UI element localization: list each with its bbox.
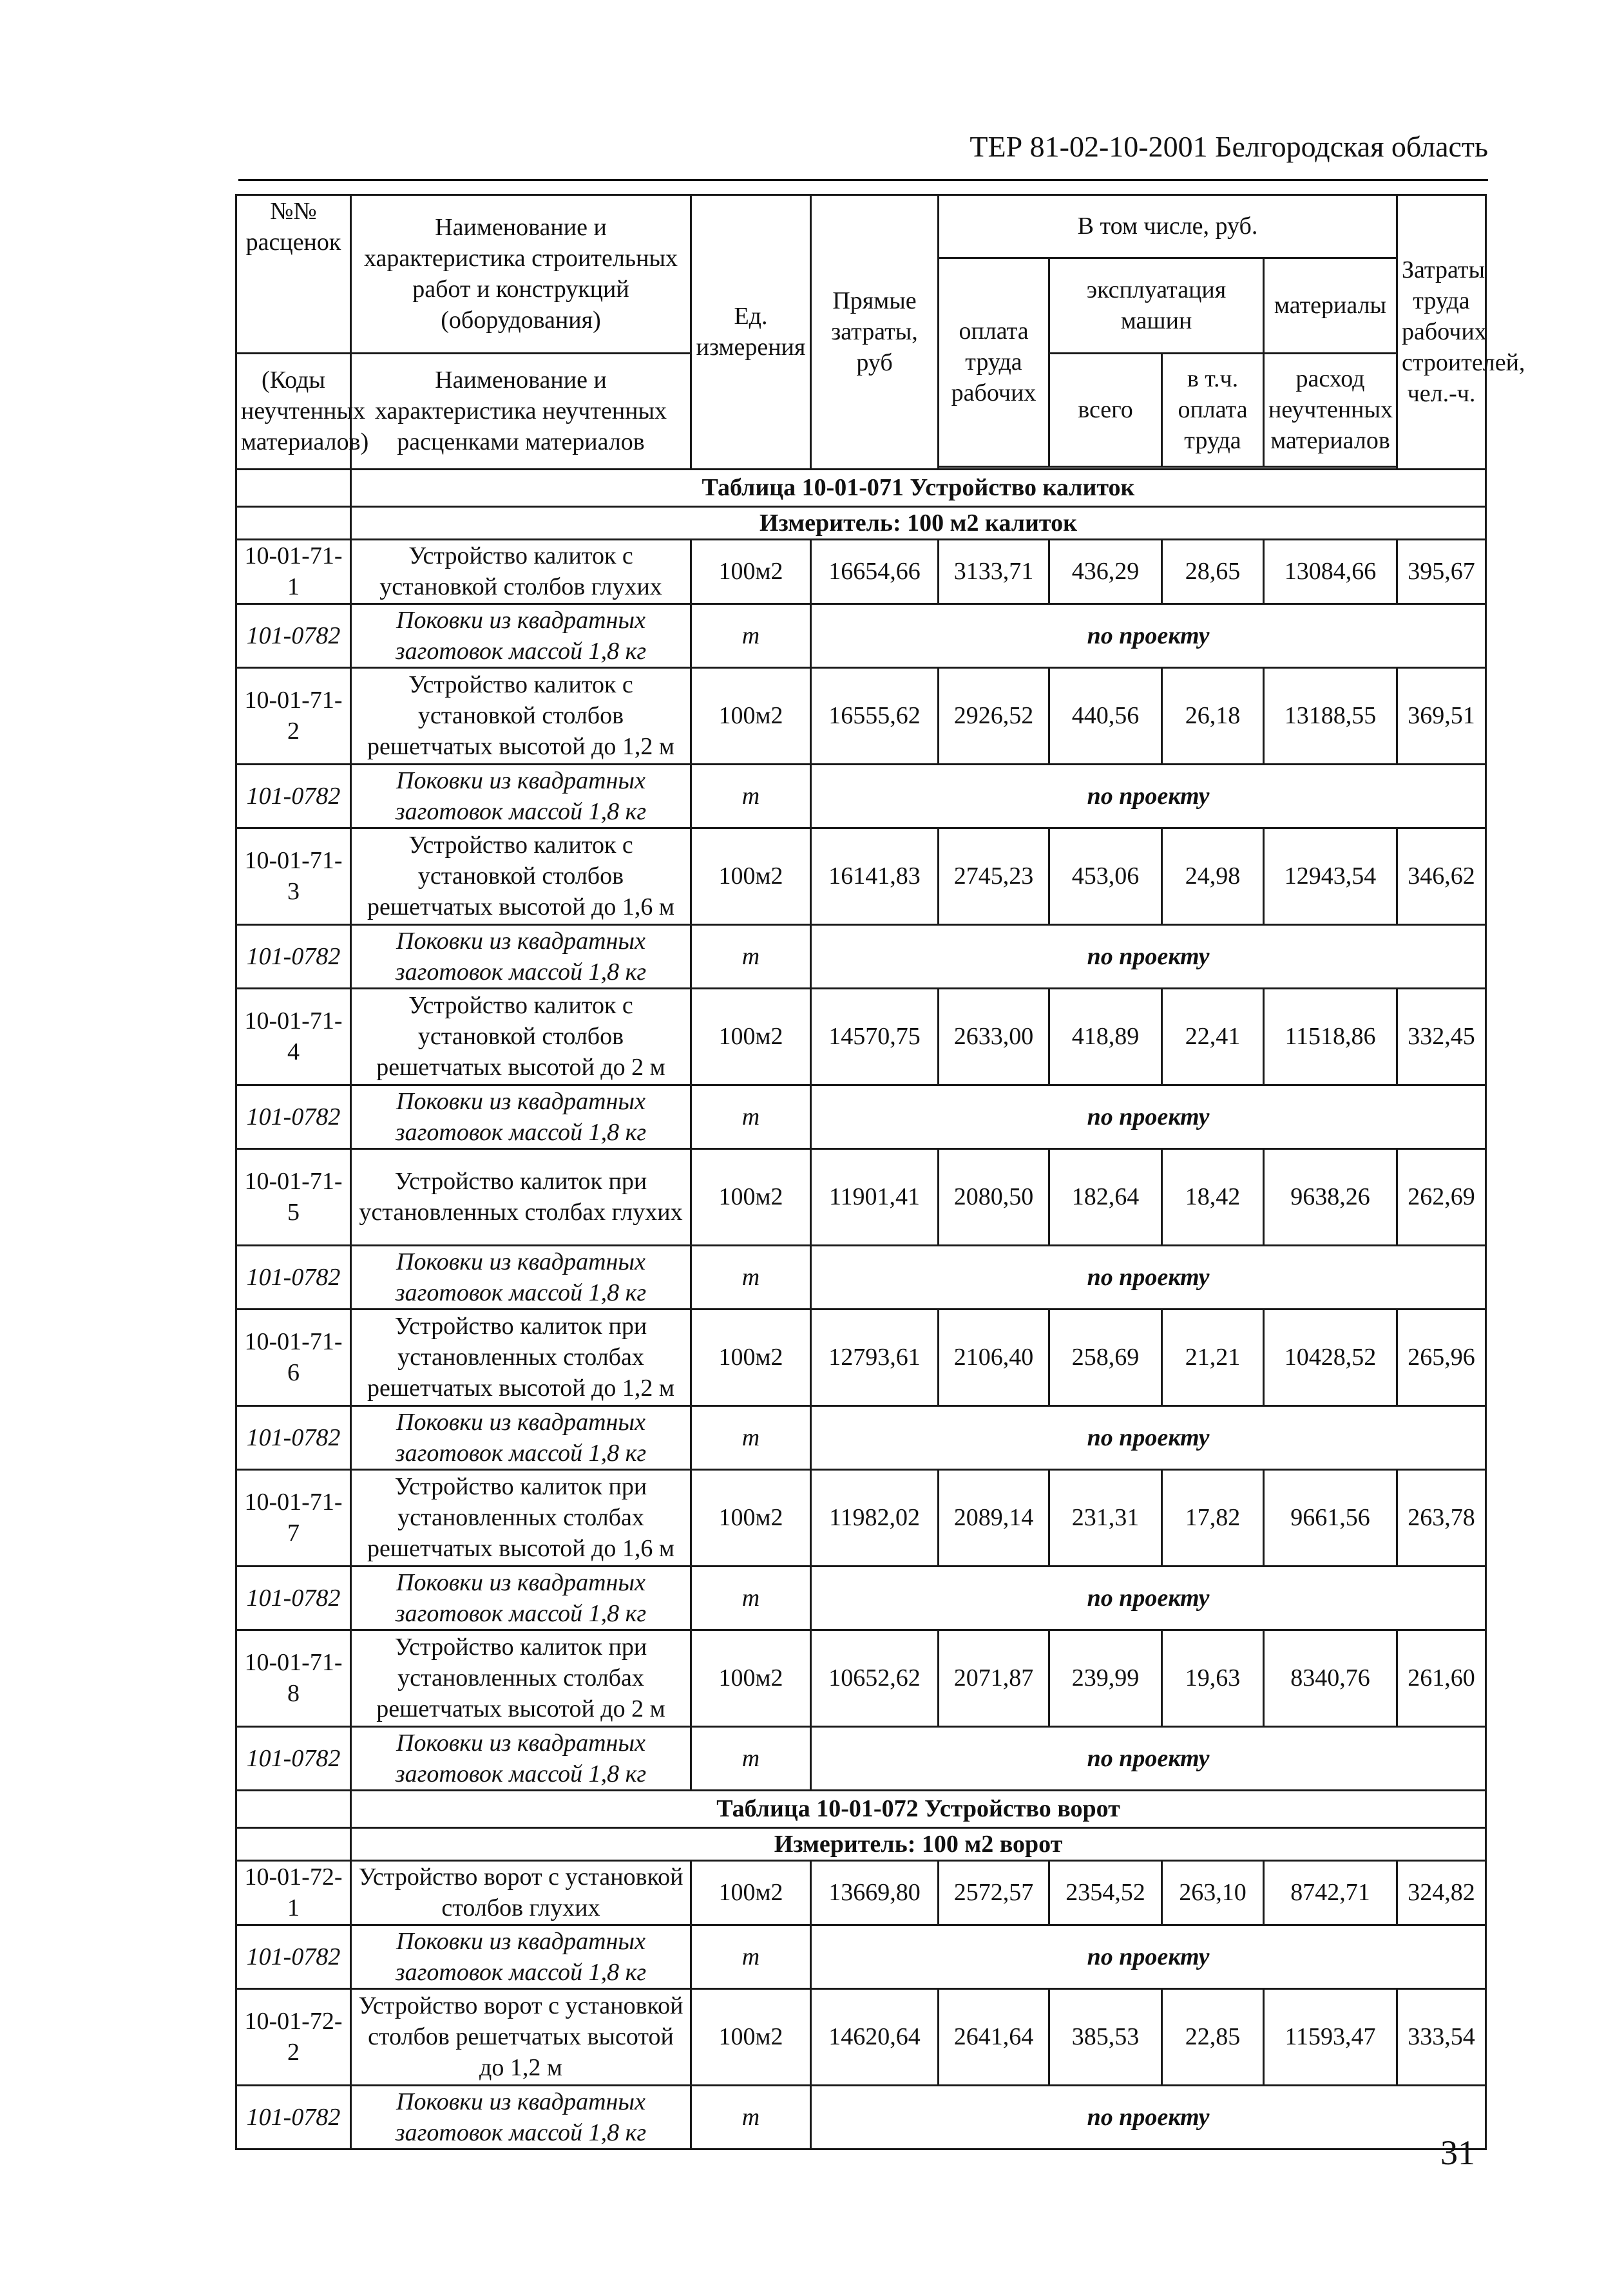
section-meter: Измеритель: 100 м2 ворот bbox=[351, 1827, 1486, 1860]
section-title-spacer bbox=[236, 469, 351, 506]
work-name: Устройство калиток с установкой столбов решетчатых высотой до 2 м bbox=[351, 988, 691, 1085]
material-code: 101-0782 bbox=[236, 1085, 351, 1148]
work-name: Устройство калиток при установленных столбах решетчатых высотой до 1,2 м bbox=[351, 1309, 691, 1405]
direct-cost: 16654,66 bbox=[811, 539, 939, 604]
section-meter-spacer bbox=[236, 506, 351, 539]
labor-pay: 2745,23 bbox=[939, 828, 1049, 924]
material-name: Поковки из квадратных заготовок массой 1,8 кг bbox=[351, 2085, 691, 2149]
labor-pay: 2071,87 bbox=[939, 1630, 1049, 1726]
material-name: Поковки из квадратных заготовок массой 1,8 кг bbox=[351, 924, 691, 988]
material-unit: т bbox=[691, 1925, 811, 1988]
col-header-code: №№ расценок bbox=[236, 195, 351, 258]
material-name: Поковки из квадратных заготовок массой 1,8 кг bbox=[351, 604, 691, 667]
col-header-machines: эксплуатация машин bbox=[1049, 258, 1264, 353]
section-meter: Измеритель: 100 м2 калиток bbox=[351, 506, 1486, 539]
section-meter-row bbox=[236, 1827, 1486, 1860]
materials-cost: 9638,26 bbox=[1264, 1148, 1397, 1245]
material-unit: т bbox=[691, 2085, 811, 2149]
machines-total: 239,99 bbox=[1049, 1630, 1162, 1726]
material-code: 101-0782 bbox=[236, 1245, 351, 1309]
col-header-name2: Наименование и характеристика неучтенных расценками материалов bbox=[351, 353, 691, 469]
material-unit: т bbox=[691, 604, 811, 667]
material-note: по проекту bbox=[811, 1085, 1486, 1148]
rate-code: 10-01-71-7 bbox=[236, 1469, 351, 1566]
material-code: 101-0782 bbox=[236, 1566, 351, 1630]
material-row bbox=[236, 1925, 1486, 1988]
direct-cost: 13669,80 bbox=[811, 1860, 939, 1925]
work-name: Устройство калиток с установкой столбов решетчатых высотой до 1,6 м bbox=[351, 828, 691, 924]
material-row bbox=[236, 1405, 1486, 1469]
work-name: Устройство калиток с установкой столбов глухих bbox=[351, 539, 691, 604]
machines-total: 2354,52 bbox=[1049, 1860, 1162, 1925]
machines-total: 436,29 bbox=[1049, 539, 1162, 604]
direct-cost: 14570,75 bbox=[811, 988, 939, 1085]
material-note: по проекту bbox=[811, 1405, 1486, 1469]
section-title-row bbox=[236, 469, 1486, 506]
col-header-code2: (Коды неучтенных материалов) bbox=[236, 353, 351, 469]
col-header-incl: В том числе, руб. bbox=[939, 195, 1397, 258]
rate-code: 10-01-71-6 bbox=[236, 1309, 351, 1405]
materials-cost: 11593,47 bbox=[1264, 1988, 1397, 2085]
col-header-labor-cost: Затраты труда рабочих строителей, чел.-ч. bbox=[1397, 195, 1486, 470]
direct-cost: 12793,61 bbox=[811, 1309, 939, 1405]
work-name: Устройство ворот с установкой столбов решетчатых высотой до 1,2 м bbox=[351, 1988, 691, 2085]
unit-value: 100м2 bbox=[691, 1630, 811, 1726]
material-row bbox=[236, 2085, 1486, 2149]
unit-value: 100м2 bbox=[691, 1148, 811, 1245]
work-name: Устройство калиток с установкой столбов решетчатых высотой до 1,2 м bbox=[351, 667, 691, 764]
section-meter-spacer bbox=[236, 1827, 351, 1860]
material-note: по проекту bbox=[811, 1925, 1486, 1988]
rate-row bbox=[236, 1148, 1486, 1245]
unit-value: 100м2 bbox=[691, 1469, 811, 1566]
materials-cost: 9661,56 bbox=[1264, 1469, 1397, 1566]
material-row bbox=[236, 1085, 1486, 1148]
material-unit: т bbox=[691, 924, 811, 988]
direct-cost: 10652,62 bbox=[811, 1630, 939, 1726]
unit-value: 100м2 bbox=[691, 539, 811, 604]
material-name: Поковки из квадратных заготовок массой 1,8 кг bbox=[351, 1726, 691, 1790]
material-code: 101-0782 bbox=[236, 764, 351, 828]
rate-code: 10-01-71-8 bbox=[236, 1630, 351, 1726]
material-name: Поковки из квадратных заготовок массой 1,8 кг bbox=[351, 1405, 691, 1469]
material-code: 101-0782 bbox=[236, 924, 351, 988]
labor-pay: 2089,14 bbox=[939, 1469, 1049, 1566]
material-row bbox=[236, 1245, 1486, 1309]
rate-code: 10-01-71-1 bbox=[236, 539, 351, 604]
material-note: по проекту bbox=[811, 1726, 1486, 1790]
rate-code: 10-01-71-5 bbox=[236, 1148, 351, 1245]
rate-code: 10-01-71-2 bbox=[236, 667, 351, 764]
rate-row bbox=[236, 1860, 1486, 1925]
machines-total: 231,31 bbox=[1049, 1469, 1162, 1566]
rate-code: 10-01-72-1 bbox=[236, 1860, 351, 1925]
material-unit: т bbox=[691, 1726, 811, 1790]
labor-cost: 333,54 bbox=[1397, 1988, 1486, 2085]
labor-cost: 346,62 bbox=[1397, 828, 1486, 924]
labor-cost: 324,82 bbox=[1397, 1860, 1486, 1925]
col-header-machines-pay: в т.ч. оплата труда bbox=[1162, 353, 1264, 466]
machines-labor-pay: 18,42 bbox=[1162, 1148, 1264, 1245]
work-name: Устройство калиток при установленных столбах решетчатых высотой до 2 м bbox=[351, 1630, 691, 1726]
col-header-materials-use: расход неучтенных материалов bbox=[1264, 353, 1397, 466]
unit-value: 100м2 bbox=[691, 1988, 811, 2085]
col-header-code-spacer bbox=[236, 258, 351, 353]
col-header-name: Наименование и характеристика строительных работ и конструкций (оборудования) bbox=[351, 195, 691, 354]
direct-cost: 11982,02 bbox=[811, 1469, 939, 1566]
machines-labor-pay: 28,65 bbox=[1162, 539, 1264, 604]
section-meter-row bbox=[236, 506, 1486, 539]
machines-labor-pay: 263,10 bbox=[1162, 1860, 1264, 1925]
materials-cost: 11518,86 bbox=[1264, 988, 1397, 1085]
direct-cost: 16555,62 bbox=[811, 667, 939, 764]
section-title: Таблица 10-01-072 Устройство ворот bbox=[351, 1790, 1486, 1827]
rate-row bbox=[236, 1630, 1486, 1726]
machines-labor-pay: 22,41 bbox=[1162, 988, 1264, 1085]
section-title: Таблица 10-01-071 Устройство калиток bbox=[351, 469, 1486, 506]
unit-value: 100м2 bbox=[691, 1309, 811, 1405]
machines-labor-pay: 19,63 bbox=[1162, 1630, 1264, 1726]
material-name: Поковки из квадратных заготовок массой 1,8 кг bbox=[351, 1085, 691, 1148]
material-row bbox=[236, 1726, 1486, 1790]
materials-cost: 13084,66 bbox=[1264, 539, 1397, 604]
direct-cost: 16141,83 bbox=[811, 828, 939, 924]
rate-row bbox=[236, 1988, 1486, 2085]
material-note: по проекту bbox=[811, 924, 1486, 988]
material-unit: т bbox=[691, 1405, 811, 1469]
machines-total: 258,69 bbox=[1049, 1309, 1162, 1405]
labor-cost: 265,96 bbox=[1397, 1309, 1486, 1405]
material-unit: т bbox=[691, 1566, 811, 1630]
rate-row bbox=[236, 1309, 1486, 1405]
machines-total: 385,53 bbox=[1049, 1988, 1162, 2085]
direct-cost: 11901,41 bbox=[811, 1148, 939, 1245]
material-row bbox=[236, 1566, 1486, 1630]
machines-total: 182,64 bbox=[1049, 1148, 1162, 1245]
material-note: по проекту bbox=[811, 604, 1486, 667]
section-title-row bbox=[236, 1790, 1486, 1827]
material-note: по проекту bbox=[811, 1566, 1486, 1630]
col-header-unit: Ед. измерения bbox=[691, 195, 811, 470]
col-header-direct: Прямые затраты, руб bbox=[811, 195, 939, 470]
material-row bbox=[236, 764, 1486, 828]
materials-cost: 10428,52 bbox=[1264, 1309, 1397, 1405]
material-name: Поковки из квадратных заготовок массой 1,8 кг bbox=[351, 1566, 691, 1630]
labor-pay: 2106,40 bbox=[939, 1309, 1049, 1405]
unit-value: 100м2 bbox=[691, 1860, 811, 1925]
labor-pay: 2926,52 bbox=[939, 667, 1049, 764]
machines-labor-pay: 24,98 bbox=[1162, 828, 1264, 924]
material-note: по проекту bbox=[811, 2085, 1486, 2149]
materials-cost: 8742,71 bbox=[1264, 1860, 1397, 1925]
material-row bbox=[236, 924, 1486, 988]
col-header-machines-total: всего bbox=[1049, 353, 1162, 466]
rate-code: 10-01-72-2 bbox=[236, 1988, 351, 2085]
labor-cost: 332,45 bbox=[1397, 988, 1486, 1085]
material-unit: т bbox=[691, 1245, 811, 1309]
direct-cost: 14620,64 bbox=[811, 1988, 939, 2085]
col-header-materials: материалы bbox=[1264, 258, 1397, 353]
material-name: Поковки из квадратных заготовок массой 1,8 кг bbox=[351, 1925, 691, 1988]
rate-row bbox=[236, 1469, 1486, 1566]
work-name: Устройство калиток при установленных столбах глухих bbox=[351, 1148, 691, 1245]
labor-cost: 261,60 bbox=[1397, 1630, 1486, 1726]
material-name: Поковки из квадратных заготовок массой 1,8 кг bbox=[351, 1245, 691, 1309]
labor-cost: 369,51 bbox=[1397, 667, 1486, 764]
rate-row bbox=[236, 539, 1486, 604]
material-name: Поковки из квадратных заготовок массой 1,8 кг bbox=[351, 764, 691, 828]
unit-value: 100м2 bbox=[691, 988, 811, 1085]
page-number: 31 bbox=[1440, 2133, 1475, 2172]
material-note: по проекту bbox=[811, 1245, 1486, 1309]
material-row bbox=[236, 604, 1486, 667]
materials-cost: 12943,54 bbox=[1264, 828, 1397, 924]
machines-total: 453,06 bbox=[1049, 828, 1162, 924]
col-header-labor-pay: оплата труда рабочих bbox=[939, 258, 1049, 466]
labor-pay: 2572,57 bbox=[939, 1860, 1049, 1925]
section-title-spacer bbox=[236, 1790, 351, 1827]
labor-pay: 2080,50 bbox=[939, 1148, 1049, 1245]
labor-cost: 395,67 bbox=[1397, 539, 1486, 604]
material-code: 101-0782 bbox=[236, 604, 351, 667]
rate-code: 10-01-71-3 bbox=[236, 828, 351, 924]
rate-row bbox=[236, 667, 1486, 764]
material-code: 101-0782 bbox=[236, 1925, 351, 1988]
materials-cost: 8340,76 bbox=[1264, 1630, 1397, 1726]
machines-labor-pay: 21,21 bbox=[1162, 1309, 1264, 1405]
work-name: Устройство калиток при установленных столбах решетчатых высотой до 1,6 м bbox=[351, 1469, 691, 1566]
machines-labor-pay: 22,85 bbox=[1162, 1988, 1264, 2085]
unit-value: 100м2 bbox=[691, 667, 811, 764]
material-note: по проекту bbox=[811, 764, 1486, 828]
material-unit: т bbox=[691, 1085, 811, 1148]
material-unit: т bbox=[691, 764, 811, 828]
labor-pay: 3133,71 bbox=[939, 539, 1049, 604]
rate-row bbox=[236, 828, 1486, 924]
machines-total: 418,89 bbox=[1049, 988, 1162, 1085]
machines-total: 440,56 bbox=[1049, 667, 1162, 764]
material-code: 101-0782 bbox=[236, 1726, 351, 1790]
rate-row bbox=[236, 988, 1486, 1085]
material-code: 101-0782 bbox=[236, 1405, 351, 1469]
page-header-title: ТЕР 81-02-10-2001 Белгородская область bbox=[970, 130, 1488, 163]
labor-cost: 263,78 bbox=[1397, 1469, 1486, 1566]
materials-cost: 13188,55 bbox=[1264, 667, 1397, 764]
machines-labor-pay: 17,82 bbox=[1162, 1469, 1264, 1566]
material-code: 101-0782 bbox=[236, 2085, 351, 2149]
header-rule bbox=[238, 179, 1488, 181]
work-name: Устройство ворот с установкой столбов глухих bbox=[351, 1860, 691, 1925]
labor-cost: 262,69 bbox=[1397, 1148, 1486, 1245]
unit-value: 100м2 bbox=[691, 828, 811, 924]
labor-pay: 2633,00 bbox=[939, 988, 1049, 1085]
machines-labor-pay: 26,18 bbox=[1162, 667, 1264, 764]
rates-table bbox=[235, 194, 1525, 2150]
labor-pay: 2641,64 bbox=[939, 1988, 1049, 2085]
rate-code: 10-01-71-4 bbox=[236, 988, 351, 1085]
